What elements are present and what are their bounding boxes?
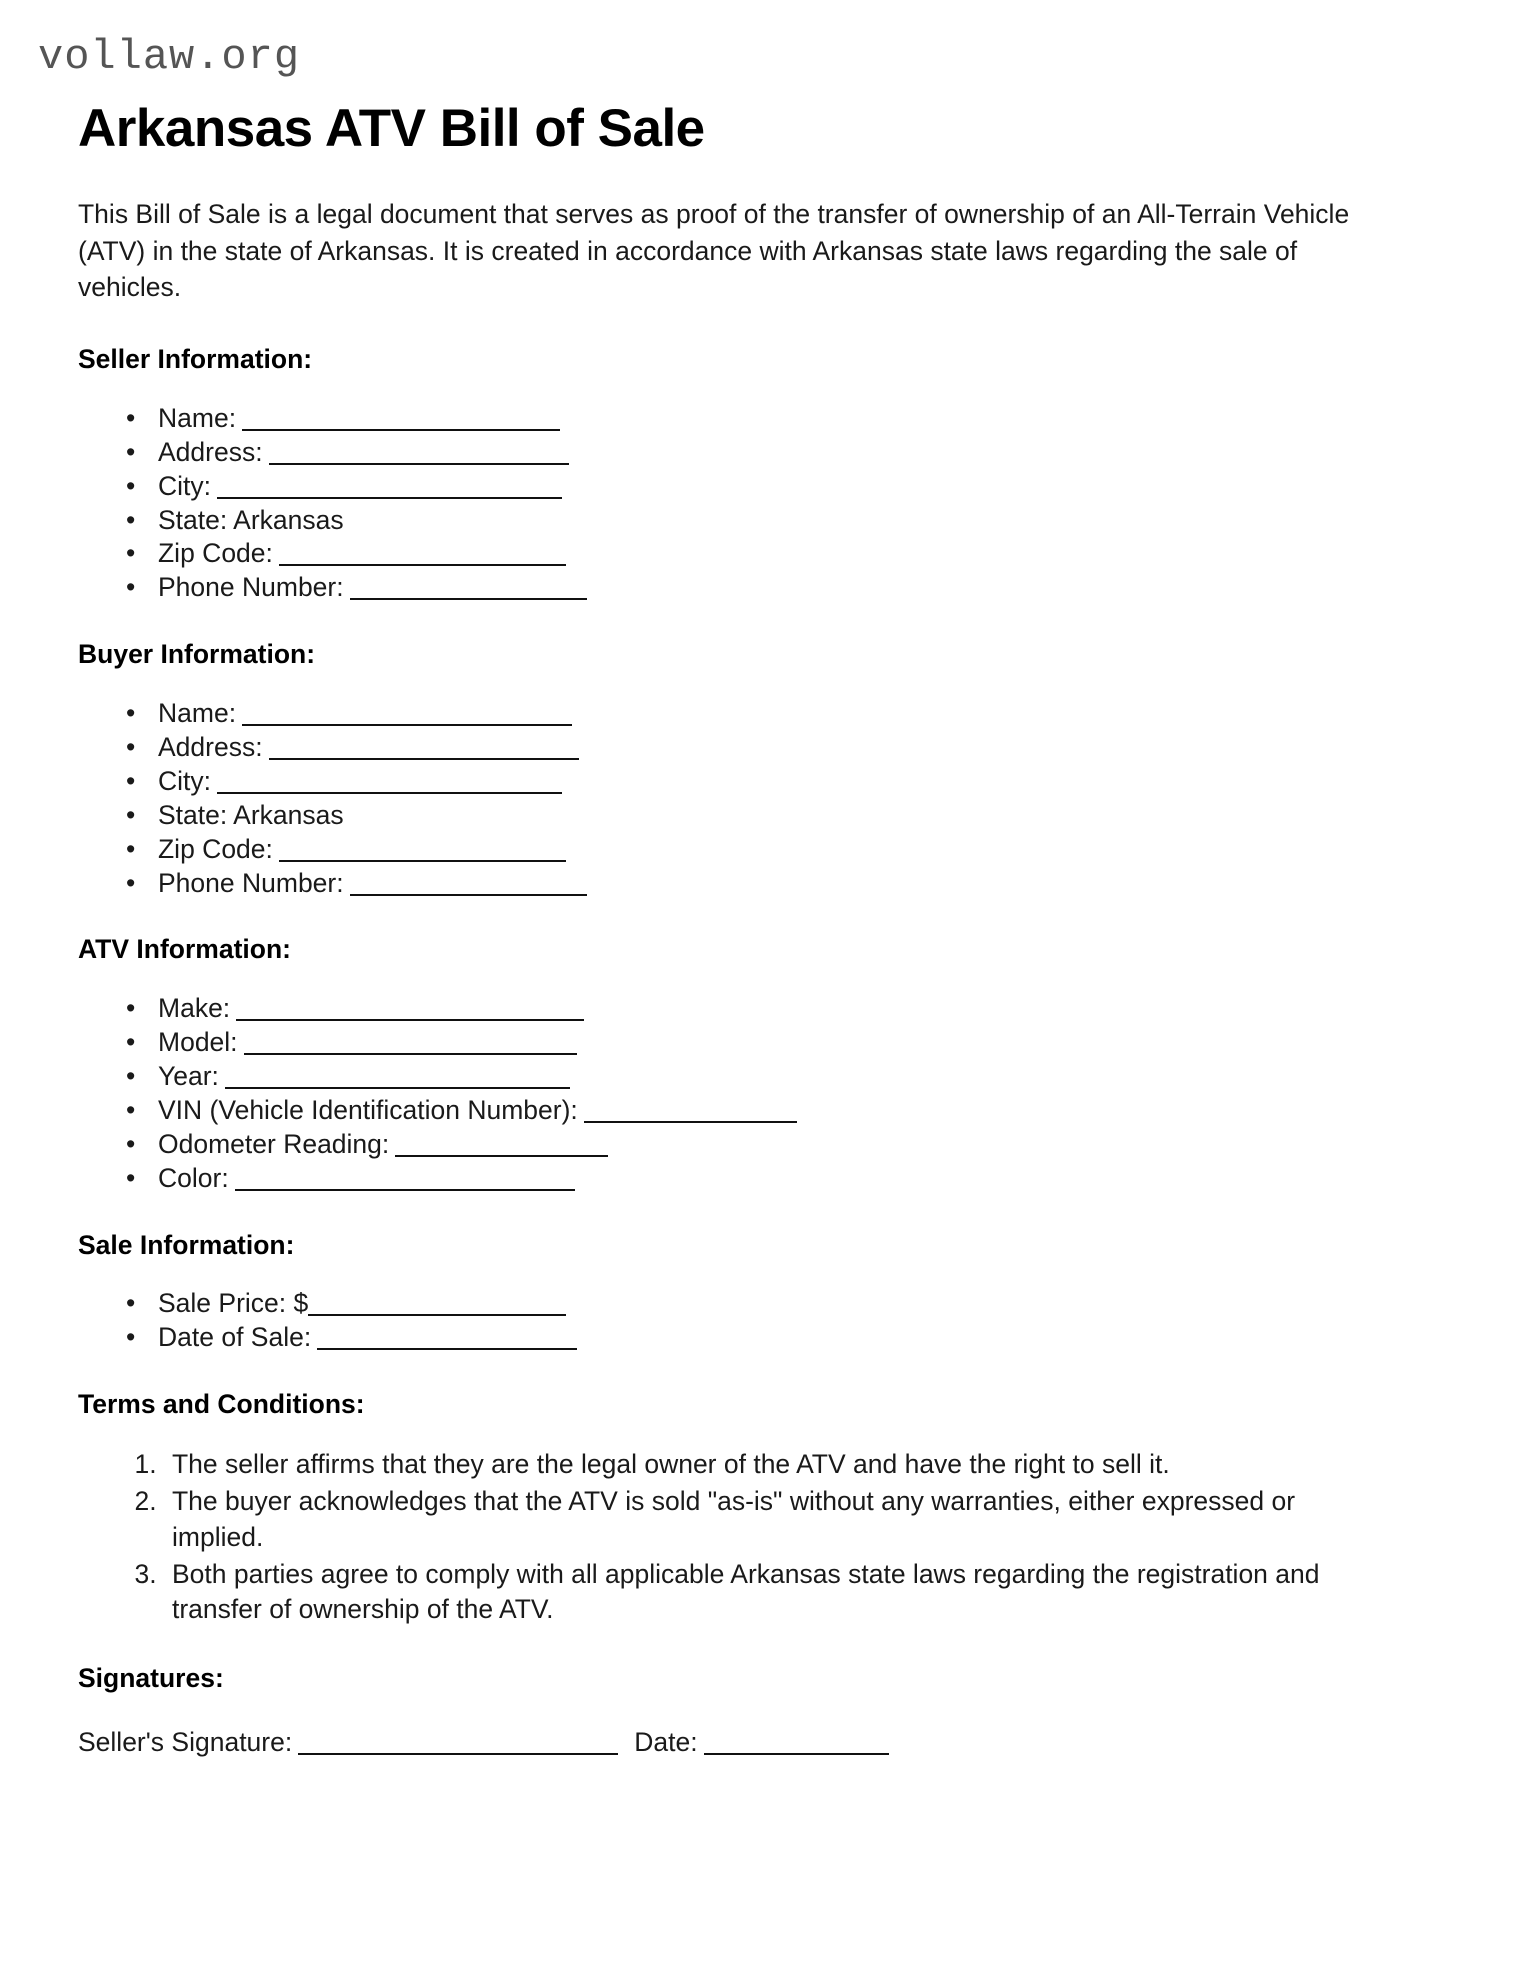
list-item: [126, 470, 1438, 504]
site-watermark: vollaw.org: [38, 33, 301, 81]
seller-field-list: [78, 402, 1438, 605]
field-blank-line[interactable]: [279, 860, 566, 862]
field-blank-line[interactable]: [350, 598, 587, 600]
field-blank-line[interactable]: [584, 1121, 797, 1123]
list-item: [126, 799, 1438, 833]
list-item: [126, 1094, 1438, 1128]
field-blank-line[interactable]: [244, 1053, 577, 1055]
field-blank-line[interactable]: [225, 1087, 570, 1089]
field-label: Zip Code:: [158, 833, 273, 864]
field-label: Zip Code:: [158, 538, 273, 569]
seller-signature-blank[interactable]: [298, 1753, 618, 1755]
field-label: Name:: [158, 402, 237, 433]
field-blank-line[interactable]: [217, 497, 562, 499]
list-item: [126, 833, 1438, 867]
term-item: 2. The buyer acknowledges that the ATV is sold "as-is" without any warranties, either expressed or implied.: [164, 1484, 1362, 1554]
field-label: Date of Sale:: [158, 1322, 312, 1353]
list-item: [126, 571, 1438, 605]
list-item: [126, 1321, 1438, 1355]
seller-signature-label: Seller's Signature:: [78, 1727, 293, 1758]
terms-list: [78, 1447, 1438, 1627]
list-item: [126, 1026, 1438, 1060]
field-label: Make:: [158, 993, 231, 1024]
field-label: Model:: [158, 1027, 238, 1058]
atv-section-heading: ATV Information:: [78, 934, 291, 965]
list-item: [126, 1060, 1438, 1094]
field-label: State:: [158, 504, 228, 535]
seller-section-heading: Seller Information:: [78, 343, 313, 374]
field-label: State:: [158, 799, 228, 830]
field-label: Phone Number:: [158, 572, 344, 603]
field-blank-line[interactable]: [242, 724, 572, 726]
signature-row: [78, 1725, 1438, 1759]
signature-date-label: Date:: [634, 1727, 698, 1758]
terms-section-heading: Terms and Conditions:: [78, 1389, 365, 1420]
page-title: Arkansas ATV Bill of Sale: [78, 99, 705, 158]
field-label: Phone Number:: [158, 867, 344, 898]
field-blank-line[interactable]: [217, 792, 562, 794]
list-item: [126, 504, 1438, 538]
term-item: 3. Both parties agree to comply with all applicable Arkansas state laws regarding the registration and transfer of ownership of the ATV.: [164, 1557, 1362, 1627]
list-item: [126, 697, 1438, 731]
field-blank-line[interactable]: [269, 463, 569, 465]
field-blank-line[interactable]: [279, 564, 566, 566]
field-label: Odometer Reading:: [158, 1128, 390, 1159]
field-blank-line[interactable]: [317, 1348, 577, 1350]
field-value: Arkansas: [227, 799, 344, 830]
list-item: [126, 992, 1438, 1026]
field-label: Address:: [158, 436, 263, 467]
field-label: Address:: [158, 731, 263, 762]
field-label: VIN (Vehicle Identification Number):: [158, 1094, 578, 1125]
atv-field-list: [78, 992, 1438, 1195]
signatures-section-heading: Signatures:: [78, 1663, 224, 1694]
field-label: Name:: [158, 698, 237, 729]
buyer-section-heading: Buyer Information:: [78, 639, 316, 670]
list-item: [126, 1287, 1438, 1321]
sale-field-list: [78, 1287, 1438, 1355]
list-item: [126, 436, 1438, 470]
field-blank-line[interactable]: [395, 1155, 608, 1157]
field-blank-line[interactable]: [242, 429, 560, 431]
field-label: City:: [158, 765, 211, 796]
field-blank-line[interactable]: [235, 1189, 575, 1191]
list-item: [126, 765, 1438, 799]
document-body: [78, 100, 1438, 1760]
sale-section-heading: Sale Information:: [78, 1229, 295, 1260]
signature-date-blank[interactable]: [704, 1753, 889, 1755]
field-label: Year:: [158, 1061, 219, 1092]
field-blank-line[interactable]: [350, 894, 587, 896]
field-blank-line[interactable]: [236, 1019, 584, 1021]
field-label: City:: [158, 470, 211, 501]
buyer-field-list: [78, 697, 1438, 900]
list-item: [126, 1128, 1438, 1162]
list-item: [126, 731, 1438, 765]
list-item: [126, 867, 1438, 901]
list-item: [126, 537, 1438, 571]
list-item: [126, 402, 1438, 436]
list-item: [126, 1162, 1438, 1196]
intro-paragraph: This Bill of Sale is a legal document that serves as proof of the transfer of ownership of an All-Terrain Vehicle (ATV) in the state of Arkansas. It is created in accordance with Arkansas state laws regarding the sale of vehicles.: [78, 199, 1350, 303]
field-blank-line[interactable]: [308, 1314, 566, 1316]
field-label: Sale Price: $: [158, 1288, 309, 1319]
term-item: 1. The seller affirms that they are the legal owner of the ATV and have the right to sell it.: [164, 1447, 1362, 1482]
field-blank-line[interactable]: [269, 758, 579, 760]
field-value: Arkansas: [227, 504, 344, 535]
field-label: Color:: [158, 1162, 229, 1193]
